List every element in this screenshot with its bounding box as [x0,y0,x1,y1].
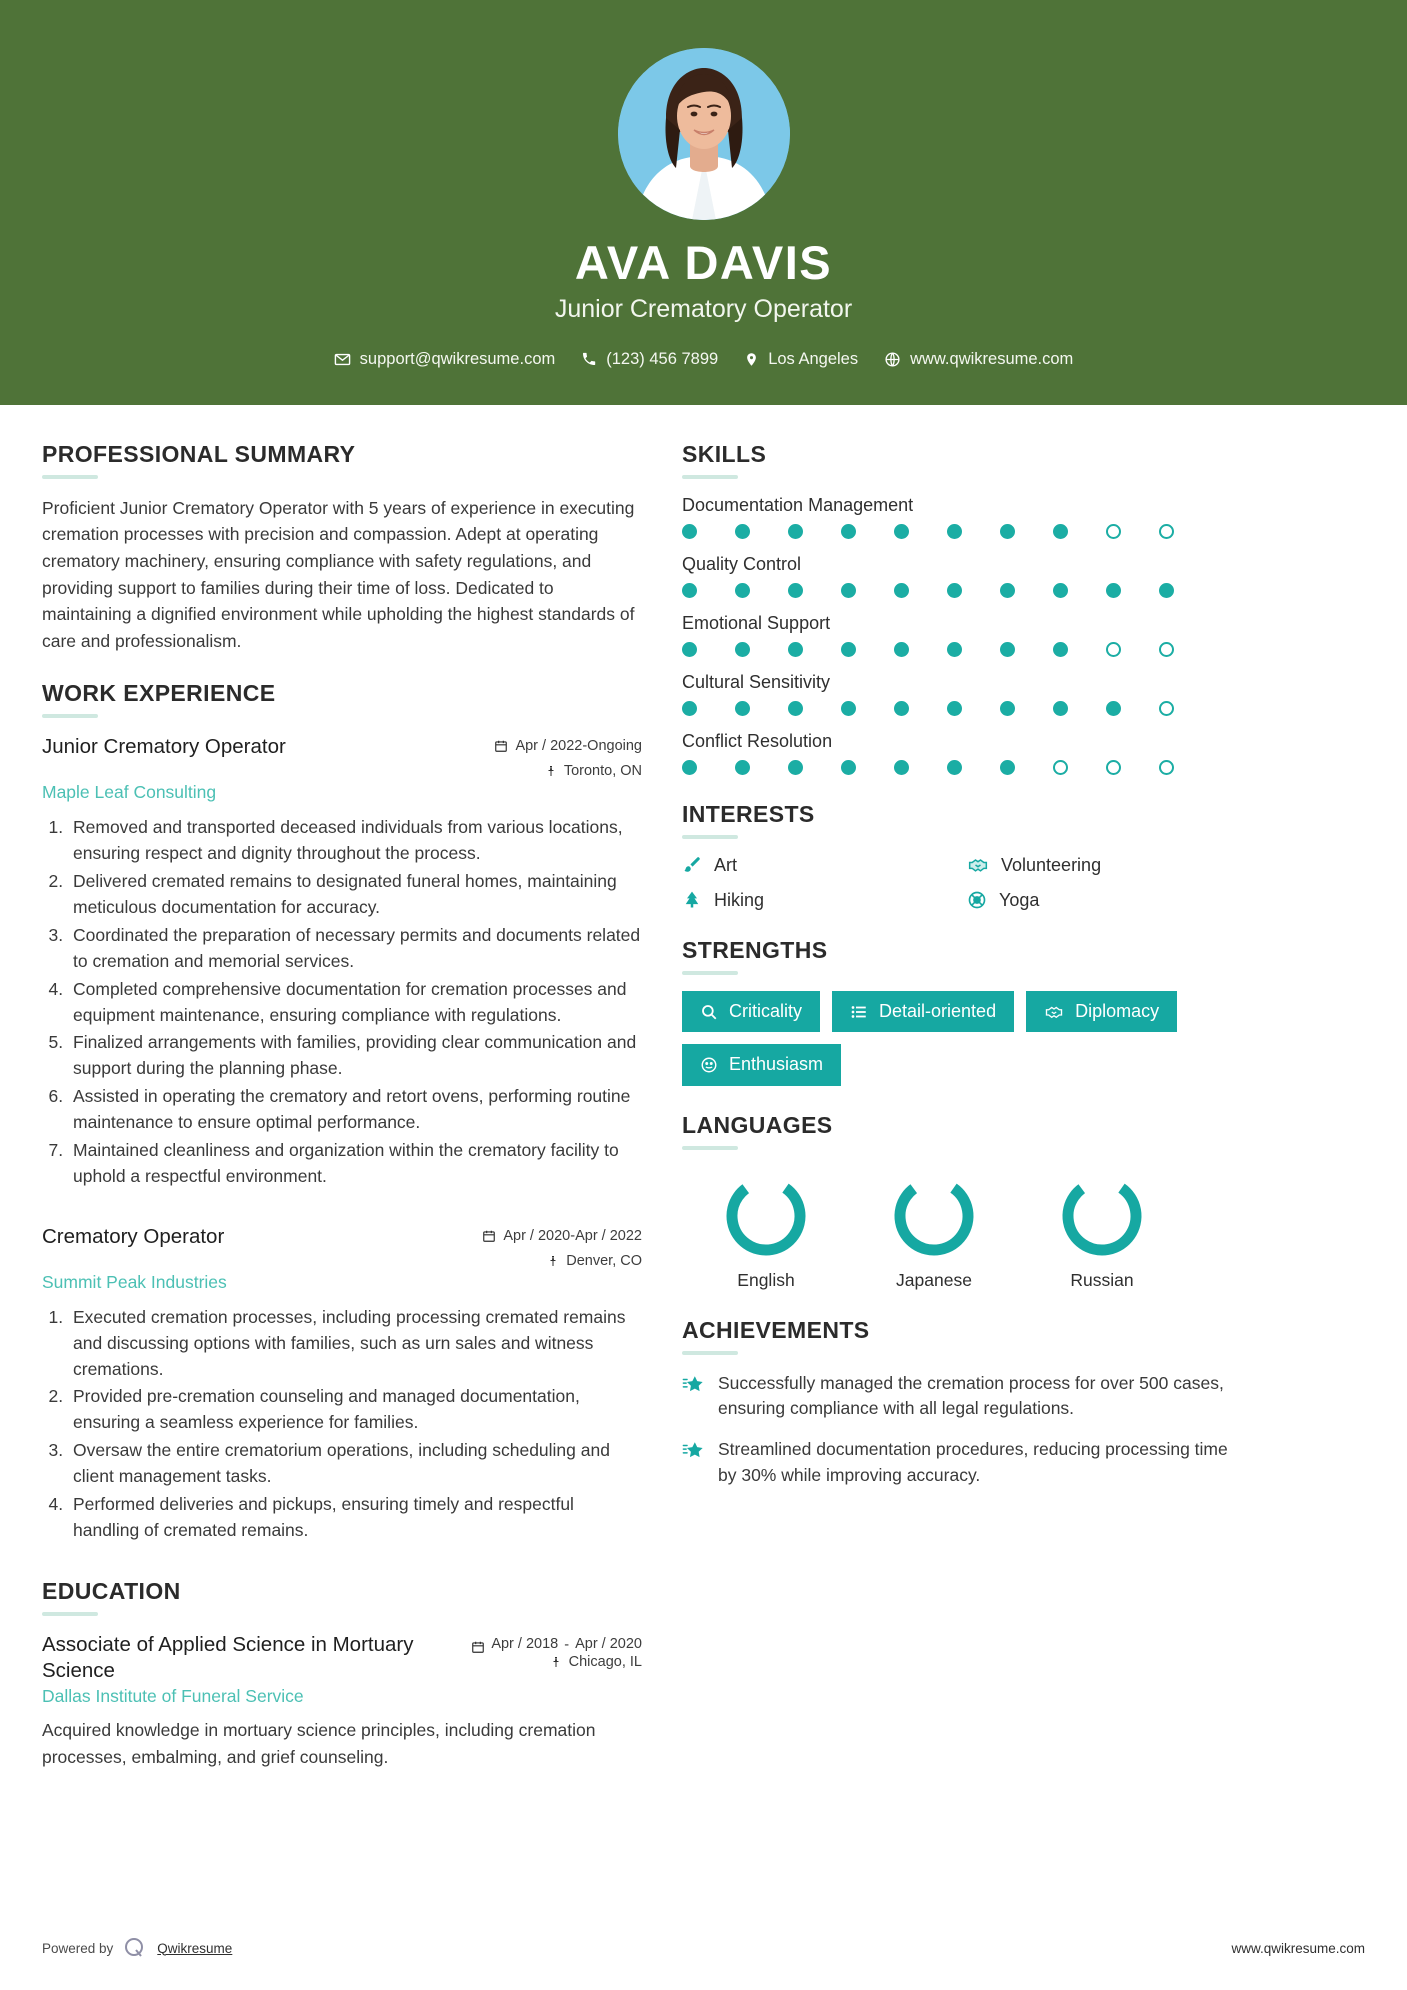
school-name: Dallas Institute of Funeral Service [42,1686,304,1707]
skill-dot-cell [1053,642,1106,657]
skill-dot-cell [841,760,894,775]
skill-dot-cell [841,524,894,539]
job-location [482,1253,642,1269]
education-location [471,1654,642,1670]
skill-dot-cell [735,760,788,775]
skill-dot-filled [841,524,856,539]
section-skills [682,441,1242,775]
skill-dot-filled [735,760,750,775]
skill-dot-filled [1053,524,1068,539]
education-date-separator: - [564,1636,570,1653]
language-item [682,1166,850,1291]
education-end-date [575,1636,642,1654]
section-work-experience [42,680,642,1543]
skill-dot-empty [1106,642,1121,657]
section-heading: STRENGTHS [682,936,828,963]
handshake-icon [1044,1003,1064,1021]
languages-list [682,1166,1242,1291]
work-entry [42,734,642,1189]
interests-grid [682,855,1242,911]
skill-dot-cell [788,760,841,775]
section-underline [42,475,98,479]
qwikresume-link[interactable]: Qwikresume [157,1940,233,1956]
calendar-icon [494,739,508,753]
skill-dot-cell [682,642,735,657]
skill-dot-cell [1159,760,1212,775]
skill-row [682,672,1242,716]
globe-icon [884,351,901,368]
interest-label: Volunteering [1001,854,1102,875]
job-company: Summit Peak Industries [42,1271,227,1292]
skill-dot-cell [1000,524,1053,539]
degree-title: Associate of Applied Science in Mortuary Science [42,1632,414,1682]
section-underline [682,475,738,479]
section-heading: INTERESTS [682,800,815,827]
skill-dot-empty [1159,701,1174,716]
skill-dot-filled [1053,642,1068,657]
section-underline [682,971,738,975]
contact-email[interactable] [334,350,556,369]
skill-dot-filled [894,701,909,716]
skill-dot-filled [947,524,962,539]
skill-dot-cell [1106,642,1159,657]
language-item [850,1166,1018,1291]
language-progress-ring [888,1170,980,1262]
skill-dot-cell [841,583,894,598]
skill-dot-cell [947,524,1000,539]
language-name: Russian [1070,1269,1134,1290]
list-item: 1. Executed cremation processes, including processing cremated remains and discussing options with families, such as urn sales and witness cremations. [68,1305,642,1383]
qwikresume-logo-icon [123,1936,147,1960]
skill-dot-cell [1159,642,1212,657]
skill-dot-filled [788,760,803,775]
resume-header [0,0,1407,405]
pin-icon [547,1254,559,1268]
strength-badge-detail-oriented [832,991,1014,1033]
strength-label: Diplomacy [1075,1000,1160,1021]
job-meta [494,734,642,779]
skill-dot-filled [1000,583,1015,598]
skill-dot-filled [894,583,909,598]
job-title: Crematory Operator [42,1224,225,1248]
skill-dot-cell [735,642,788,657]
skill-dot-filled [1053,583,1068,598]
section-heading: PROFESSIONAL SUMMARY [42,440,356,467]
search-icon [700,1003,718,1021]
skill-dot-empty [1106,760,1121,775]
education-dates [471,1636,642,1654]
skill-dot-filled [788,524,803,539]
strength-badge-diplomacy [1026,991,1177,1033]
section-heading: EDUCATION [42,1577,181,1604]
skill-dot-filled [894,642,909,657]
skill-dot-cell [894,642,947,657]
calendar-icon [482,1229,496,1243]
resume-body [0,405,1407,1918]
interest-item-art [682,855,957,876]
section-heading: ACHIEVEMENTS [682,1316,870,1343]
interest-item-volunteering [967,855,1242,876]
skill-dot-cell [841,701,894,716]
list-item: 7. Maintained cleanliness and organization within the crematory facility to uphold a respectful environment. [68,1138,642,1190]
skill-dot-cell [788,524,841,539]
skill-dot-filled [682,701,697,716]
job-bullets [68,815,642,1189]
section-underline [42,714,98,718]
contact-phone-text: (123) 456 7899 [606,349,719,368]
section-underline [42,1612,98,1616]
skill-dot-cell [682,760,735,775]
achievement-item [682,1371,1242,1421]
skill-dot-filled [735,642,750,657]
pin-icon [550,1655,562,1669]
skill-dot-filled [788,642,803,657]
skill-dot-filled [841,583,856,598]
star-icon [682,1440,704,1462]
contact-phone[interactable] [581,350,718,369]
language-name: Japanese [896,1269,972,1290]
strength-label: Enthusiasm [729,1054,824,1075]
contact-website-text: www.qwikresume.com [910,349,1074,368]
skill-name: Quality Control [682,553,802,574]
map-pin-icon [744,351,759,368]
skill-dot-empty [1106,524,1121,539]
skill-dot-cell [788,642,841,657]
lifebuoy-icon [967,890,987,910]
phone-icon [581,351,597,367]
summary-text: Proficient Junior Crematory Operator with 5 years of experience in executing cremation processes with precision and compassion. Adept at operating crematory machinery, ensuring compliance with safety regulations, and providing support to families during their time of loss. Dedicated to maintaining a dignified environment while upholding the highest standards of care and professionalism. [42,497,635,651]
skill-level-dots [682,583,1242,598]
contact-website[interactable] [884,350,1073,369]
section-heading: SKILLS [682,440,767,467]
strength-badge-enthusiasm [682,1044,841,1086]
left-column [42,441,642,1918]
skill-dot-filled [788,701,803,716]
section-professional-summary [42,441,642,655]
education-start-date-text: Apr / 2018 [491,1635,559,1652]
skill-dot-filled [735,701,750,716]
skill-dot-filled [947,642,962,657]
skill-dot-filled [682,524,697,539]
avatar-photo [618,48,790,220]
job-location-text: Toronto, ON [563,763,642,780]
list-item: 3. Oversaw the entire crematorium operations, including scheduling and client management tasks. [68,1438,642,1490]
job-date-text: Apr / 2022-Ongoing [515,738,642,755]
skill-dot-filled [788,583,803,598]
contact-location-text: Los Angeles [768,349,859,368]
skill-level-dots [682,760,1242,775]
tree-icon [682,890,702,910]
list-item: 2. Delivered cremated remains to designated funeral homes, maintaining meticulous documentation for accuracy. [68,869,642,921]
skill-level-dots [682,524,1242,539]
skill-name: Emotional Support [682,612,831,633]
interest-label: Yoga [999,889,1040,910]
job-location-text: Denver, CO [566,1252,642,1269]
skill-dot-cell [1053,524,1106,539]
strengths-list [682,991,1242,1086]
skill-dot-filled [1106,701,1121,716]
job-date [494,738,642,754]
list-item: 4. Performed deliveries and pickups, ensuring timely and respectful handling of cremated remains. [68,1492,642,1544]
contact-email-text: support@qwikresume.com [359,349,556,368]
work-entry [42,1224,642,1544]
section-strengths [682,937,1242,1086]
skill-dot-filled [1000,701,1015,716]
skill-dot-filled [1159,583,1174,598]
skill-dot-cell [788,583,841,598]
skill-dot-filled [947,760,962,775]
list-item: 4. Completed comprehensive documentation for cremation processes and equipment maintenance, ensuring compliance with regulations. [68,977,642,1029]
skill-dot-filled [947,701,962,716]
skill-dot-empty [1159,642,1174,657]
skill-level-dots [682,701,1242,716]
envelope-icon [334,351,351,368]
job-company: Maple Leaf Consulting [42,782,217,803]
job-meta [482,1224,642,1269]
skill-dot-filled [1000,760,1015,775]
section-heading: WORK EXPERIENCE [42,680,276,707]
skill-dot-cell [1159,701,1212,716]
list-item: 1. Removed and transported deceased individuals from various locations, ensuring respect and dignity throughout the process. [68,815,642,867]
powered-by [42,1936,232,1960]
skill-dot-cell [788,701,841,716]
language-item [1018,1166,1186,1291]
skill-dot-empty [1053,760,1068,775]
skill-dot-cell [1000,583,1053,598]
skill-dot-cell [735,701,788,716]
skill-dot-filled [841,701,856,716]
skill-row [682,495,1242,539]
skill-dot-cell [841,642,894,657]
skill-level-dots [682,642,1242,657]
interest-label: Art [714,854,738,875]
skill-dot-cell [1053,760,1106,775]
job-date-text: Apr / 2020-Apr / 2022 [503,1227,642,1244]
pin-icon [545,764,557,778]
skill-dot-filled [841,642,856,657]
skill-dot-filled [894,760,909,775]
language-progress-ring [1056,1170,1148,1262]
skill-dot-cell [1159,583,1212,598]
skill-dot-cell [682,701,735,716]
list-icon [850,1003,868,1021]
footer-url[interactable]: www.qwikresume.com [1231,1940,1365,1956]
strength-badge-criticality [682,991,820,1033]
skill-dot-filled [1106,583,1121,598]
skill-dot-cell [1106,701,1159,716]
skill-dot-filled [682,583,697,598]
skill-dot-cell [1106,760,1159,775]
paintbrush-icon [682,855,702,875]
strength-label: Detail-oriented [879,1000,997,1021]
skill-row [682,613,1242,657]
job-role-subtitle: Junior Crematory Operator [554,294,853,323]
skill-dot-cell [947,642,1000,657]
list-item: 3. Coordinated the preparation of necessary permits and documents related to cremation and memorial services. [68,923,642,975]
skill-name: Conflict Resolution [682,730,833,751]
skill-dot-cell [1053,701,1106,716]
contact-row [0,350,1407,369]
list-item: 6. Assisted in operating the crematory and retort ovens, performing routine maintenance to ensure optimal performance. [68,1084,642,1136]
skills-list [682,495,1242,775]
list-item: 5. Finalized arrangements with families, providing clear communication and support during the planning phase. [68,1030,642,1082]
section-education [42,1578,642,1770]
skill-dot-cell [735,524,788,539]
achievement-text: Streamlined documentation procedures, reducing processing time by 30% while improving accuracy. [718,1439,1228,1485]
list-item: 2. Provided pre-cremation counseling and managed documentation, ensuring a seamless experience for families. [68,1384,642,1436]
skill-dot-filled [682,760,697,775]
skill-dot-cell [894,524,947,539]
education-entry [42,1632,642,1770]
skill-dot-filled [1000,642,1015,657]
language-progress-ring [720,1170,812,1262]
skill-dot-filled [894,524,909,539]
skill-dot-cell [1000,642,1053,657]
skill-name: Cultural Sensitivity [682,671,831,692]
skill-dot-cell [1000,760,1053,775]
skill-dot-cell [1159,524,1212,539]
section-underline [682,1351,738,1355]
powered-by-label: Powered by [42,1940,114,1956]
skill-dot-filled [841,760,856,775]
education-location-text: Chicago, IL [568,1653,642,1670]
section-heading: LANGUAGES [682,1111,833,1138]
section-interests [682,801,1242,911]
skill-dot-cell [947,583,1000,598]
education-description: Acquired knowledge in mortuary science principles, including cremation processes, embalming, and grief counseling. [42,1720,596,1767]
right-column [682,441,1242,1918]
section-underline [682,1146,738,1150]
contact-location[interactable] [744,350,858,369]
skill-dot-cell [894,701,947,716]
achievement-text: Successfully managed the cremation process for over 500 cases, ensuring compliance with all legal regulations. [718,1372,1224,1419]
star-icon [682,1374,704,1396]
skill-dot-cell [682,524,735,539]
section-languages [682,1112,1242,1291]
page-title: AVA DAVIS [574,236,833,289]
job-title: Junior Crematory Operator [42,735,286,759]
calendar-icon [471,1640,485,1654]
job-location [494,763,642,779]
language-name: English [737,1269,795,1290]
education-start-date [491,1636,558,1654]
skill-dot-empty [1159,524,1174,539]
work-entry-head [42,734,642,779]
handshake-icon [967,855,989,875]
skill-dot-filled [1000,524,1015,539]
skill-dot-cell [1106,524,1159,539]
skill-row [682,554,1242,598]
skill-dot-cell [894,760,947,775]
skill-dot-cell [1106,583,1159,598]
skill-dot-filled [735,524,750,539]
skill-name: Documentation Management [682,494,914,515]
resume-footer [0,1918,1407,1990]
skill-dot-filled [682,642,697,657]
skill-dot-cell [735,583,788,598]
section-underline [682,835,738,839]
interest-item-yoga [967,890,1242,911]
skill-dot-cell [894,583,947,598]
job-bullets [68,1305,642,1544]
achievement-item [682,1437,1242,1487]
skill-row [682,731,1242,775]
education-end-date-text: Apr / 2020 [575,1635,642,1652]
interest-label: Hiking [714,889,765,910]
strength-label: Criticality [729,1000,803,1021]
skill-dot-cell [1053,583,1106,598]
smiley-icon [700,1056,718,1074]
skill-dot-cell [682,583,735,598]
work-entry-head [42,1224,642,1269]
skill-dot-filled [947,583,962,598]
skill-dot-filled [1053,701,1068,716]
skill-dot-cell [947,701,1000,716]
avatar [618,48,790,220]
education-entry-head [42,1632,642,1684]
section-achievements [682,1317,1242,1488]
skill-dot-cell [947,760,1000,775]
skill-dot-cell [1000,701,1053,716]
skill-dot-filled [735,583,750,598]
interest-item-hiking [682,890,957,911]
job-date [482,1228,642,1244]
education-meta [471,1632,642,1670]
skill-dot-empty [1159,760,1174,775]
